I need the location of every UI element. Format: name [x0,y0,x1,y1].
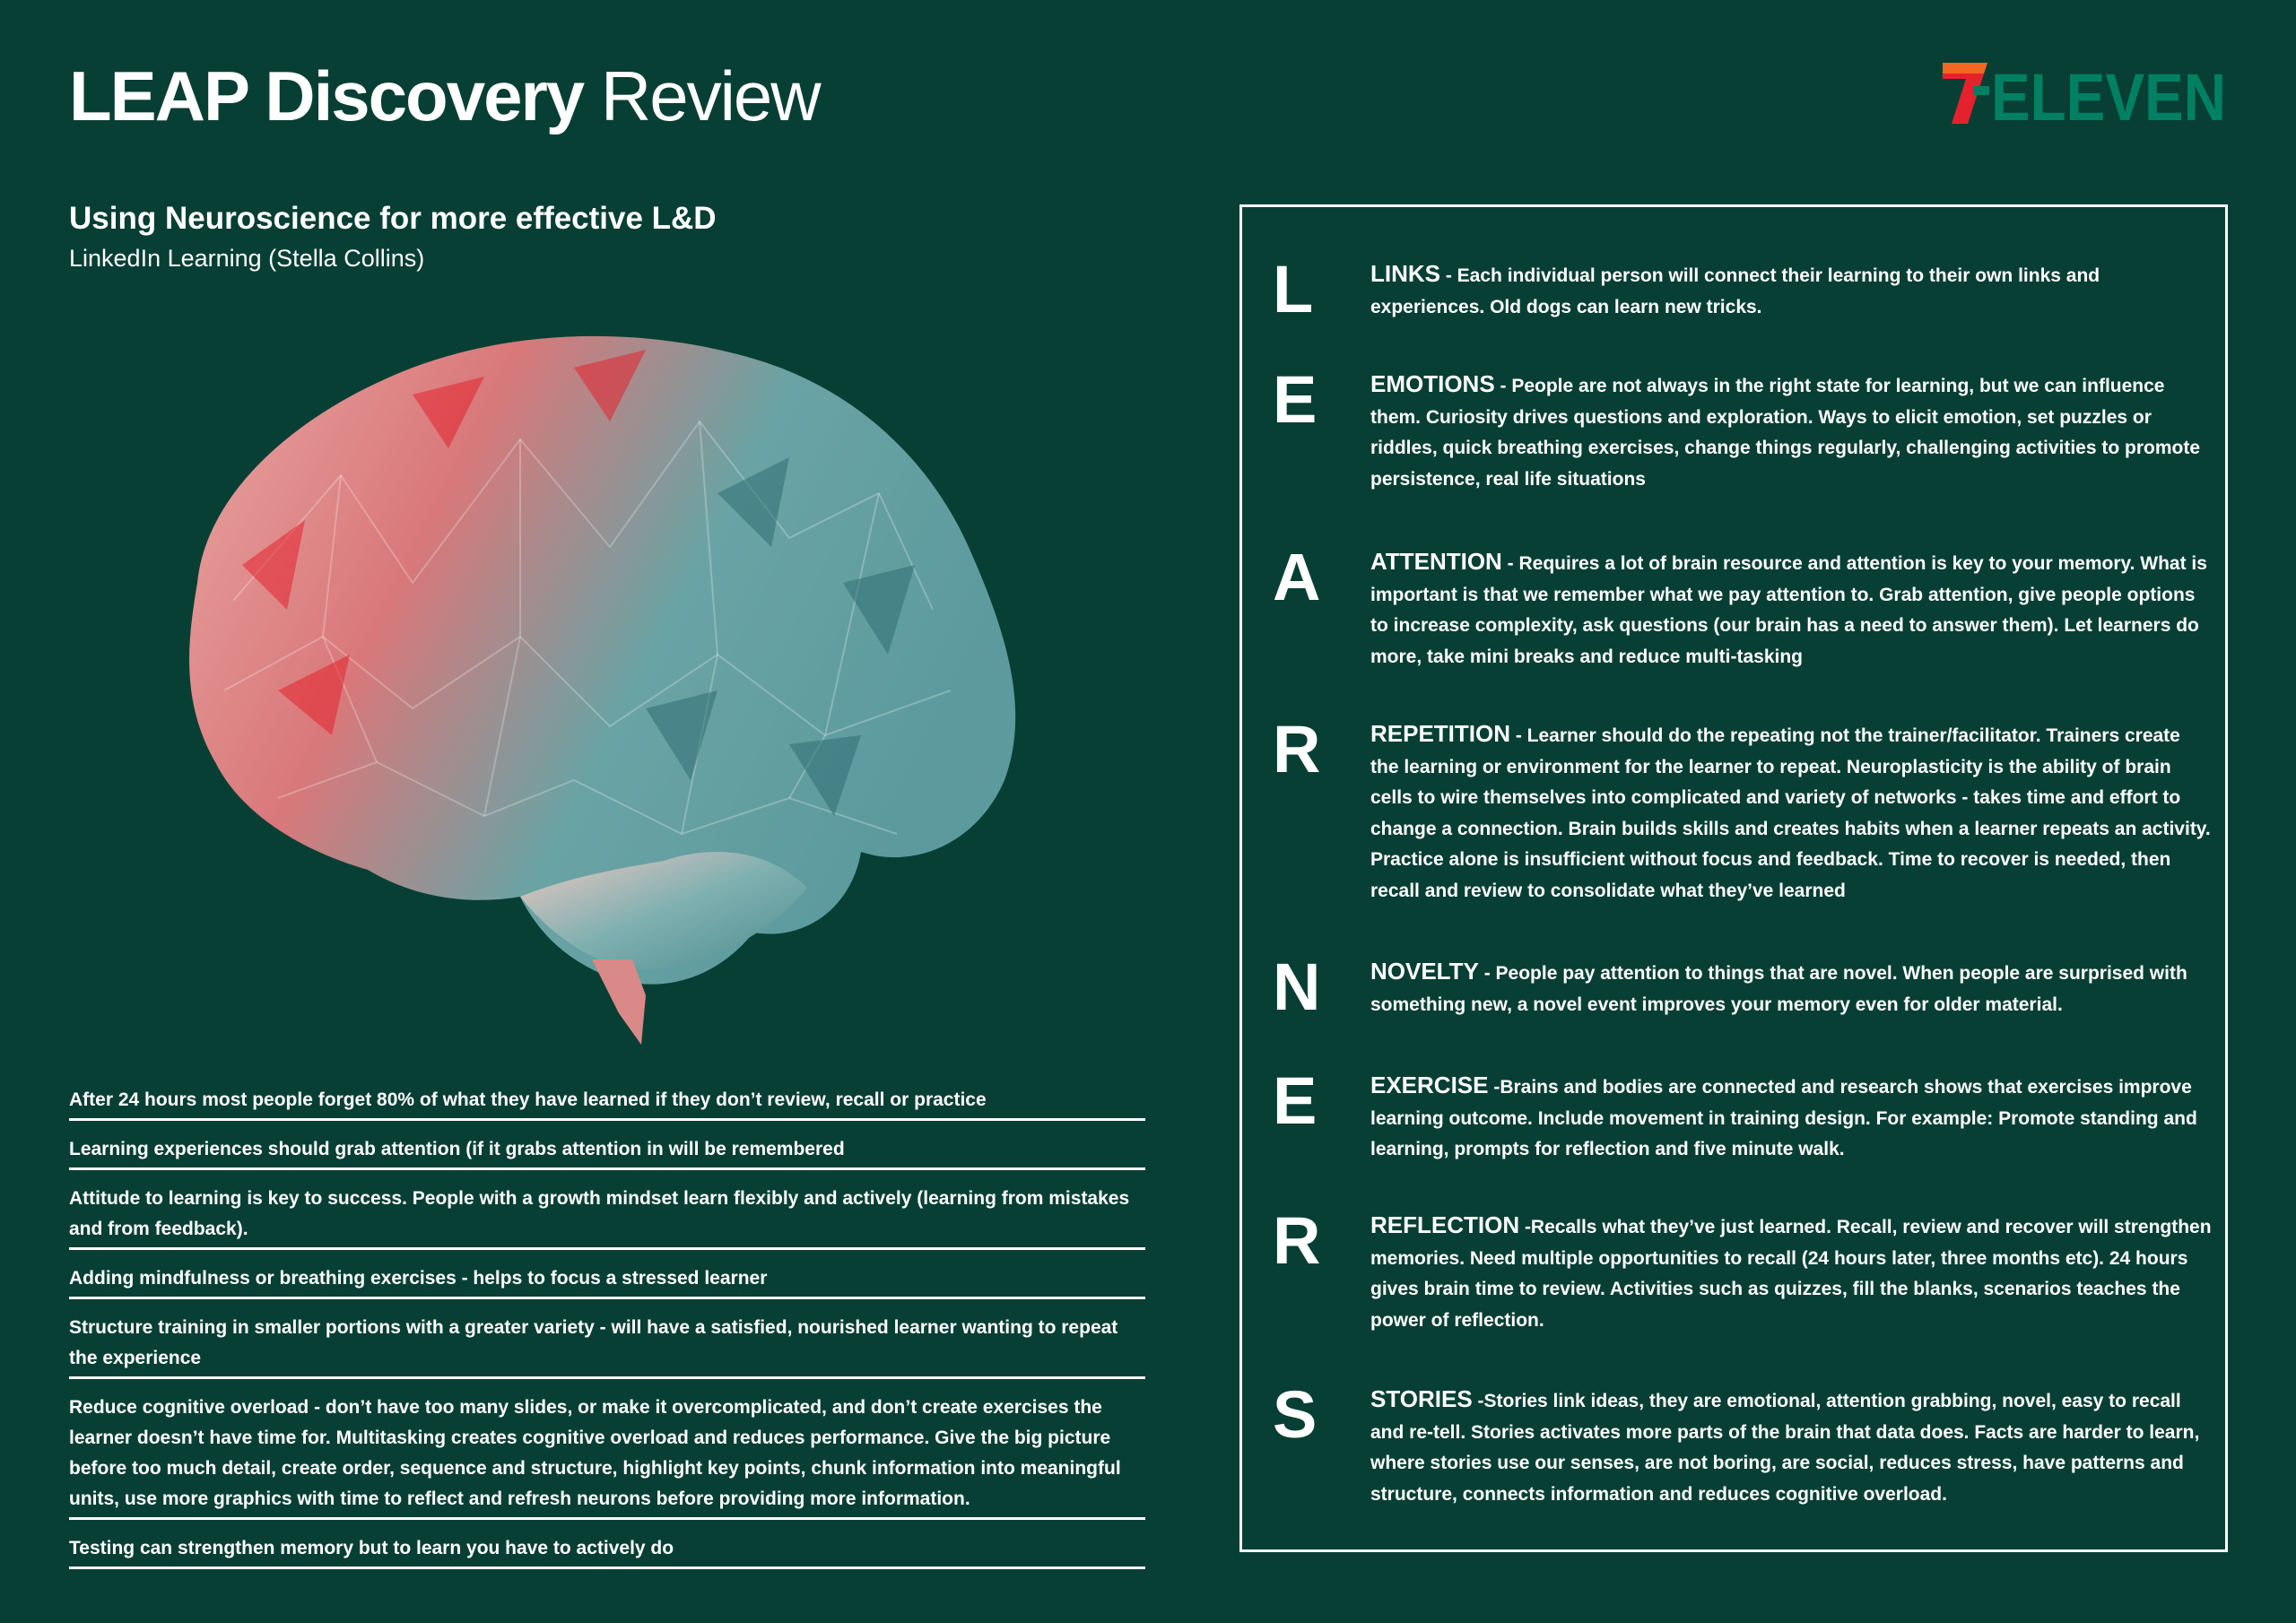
title-bold: LEAP Discovery [69,56,584,135]
learners-description: -Stories link ideas, they are emotional, attention grabbing, novel, easy to recall and re-tell. Stories activates more parts of the brain that data does. Facts are harder to learn, where stories use our senses, are not boring, are social, reduces stress, have patterns and structure, connects information and reduces cognitive overload. [1370,1391,2200,1505]
low-poly-brain-graphic [144,314,1040,1058]
learners-heading: REPETITION [1370,720,1511,747]
page-title [69,56,820,136]
fact-item: Testing can strengthen memory but to learn you have to actively do [69,1533,1145,1569]
learners-heading: STORIES [1370,1385,1473,1412]
course-source: LinkedIn Learning (Stella Collins) [69,245,425,272]
learners-letter: A [1273,540,1321,614]
course-title: Using Neuroscience for more effective L&D [69,201,717,236]
learners-description: - Requires a lot of brain resource and attention is key to your memory. What is important is that we remember what we pay attention to. Grab attention, give people options to increase complexity, ask questions (our brain has a need to answer them). Let learners do more, take mini breaks and reduce multi-tasking [1370,553,2207,667]
learners-description: -Recalls what they’ve just learned. Recall, review and recover will strengthen memories. Need multiple opportunities to recall (24 hours later, three months etc). 24 hours gives brain time to review. Activities such as quizzes, fill the blanks, scenarios teaches the power of reflection. [1370,1217,2212,1331]
learners-letter: S [1273,1377,1318,1452]
fact-item: Structure training in smaller portions with a greater variety - will have a satisfied, nourished learner wanting to repeat the experience [69,1313,1145,1379]
learners-description: -Brains and bodies are connected and research shows that exercises improve learning outcome. Include movement in training design. For example: Promote standing and learning, prompts for reflection and five minute walk. [1370,1077,2197,1159]
learners-text [1370,258,2213,323]
learners-text [1370,1210,2213,1336]
title-light: Review [600,56,820,135]
learners-description: - Each individual person will connect their learning to their own links and experiences. Old dogs can learn new tricks. [1370,265,2100,317]
facts-list [69,1085,1145,1583]
learners-heading: REFLECTION [1370,1211,1520,1238]
learners-text [1370,718,2213,907]
brain-illustration [144,314,1040,1058]
seven-eleven-logo [1941,59,2228,135]
learners-letter: R [1273,712,1321,786]
learners-description: - People are not always in the right state for learning, but we can influence them. Curiosity drives questions and exploration. Ways to elicit emotion, set puzzles or riddles, quick breathing exercises, change things regularly, challenging activities to promote persistence, real life situations [1370,376,2201,490]
fact-item: Adding mindfulness or breathing exercises - helps to focus a stressed learner [69,1263,1145,1299]
learners-text [1370,1384,2213,1510]
learners-letter: E [1273,362,1318,437]
fact-item: Learning experiences should grab attention (if it grabs attention in will be remembered [69,1134,1145,1170]
fact-item: Attitude to learning is key to success. People with a growth mindset learn flexibly and actively (learning from mistakes and from feedback). [69,1184,1145,1250]
learners-letter: N [1273,950,1321,1024]
learners-text [1370,956,2213,1020]
learners-heading: EXERCISE [1370,1072,1489,1098]
learners-letter: L [1273,252,1314,326]
fact-item: After 24 hours most people forget 80% of what they have learned if they don’t review, recall or practice [69,1085,1145,1121]
learners-text [1370,1070,2213,1166]
learners-letter: E [1273,1063,1318,1138]
learners-description: - People pay attention to things that are novel. When people are surprised with something new, a novel event improves your memory even for older material. [1370,963,2187,1015]
learners-heading: ATTENTION [1370,548,1502,575]
learners-panel [1239,204,2228,1552]
learners-heading: NOVELTY [1370,958,1479,985]
svg-text:ELEVEN: ELEVEN [1991,60,2226,135]
seven-eleven-logo-graphic [1941,59,2228,135]
learners-text [1370,369,2213,495]
learners-letter: R [1273,1203,1321,1278]
learners-heading: EMOTIONS [1370,370,1495,397]
fact-item: Reduce cognitive overload - don’t have too many slides, or make it overcomplicated, and don’t create exercises the learner doesn’t have time for. Multitasking creates cognitive overload and reduces performance. Give the big picture before too much detail, create order, sequence and structure, highlight key points, chunk information into meaningful units, use more graphics with time to reflect and refresh neurons before providing more information. [69,1393,1145,1520]
learners-description: - Learner should do the repeating not the trainer/facilitator. Trainers create the learning or environment for the learner to repeat. Neuroplasticity is the ability of brain cells to wire themselves into complicated and variety of networks - takes time and effort to change a connection. Brain builds skills and creates habits when a learner repeats an activity. Practice alone is insufficient without focus and feedback. Time to recover is needed, then recall and review to consolidate what they’ve learned [1370,725,2211,901]
learners-text [1370,546,2213,673]
learners-heading: LINKS [1370,260,1440,287]
